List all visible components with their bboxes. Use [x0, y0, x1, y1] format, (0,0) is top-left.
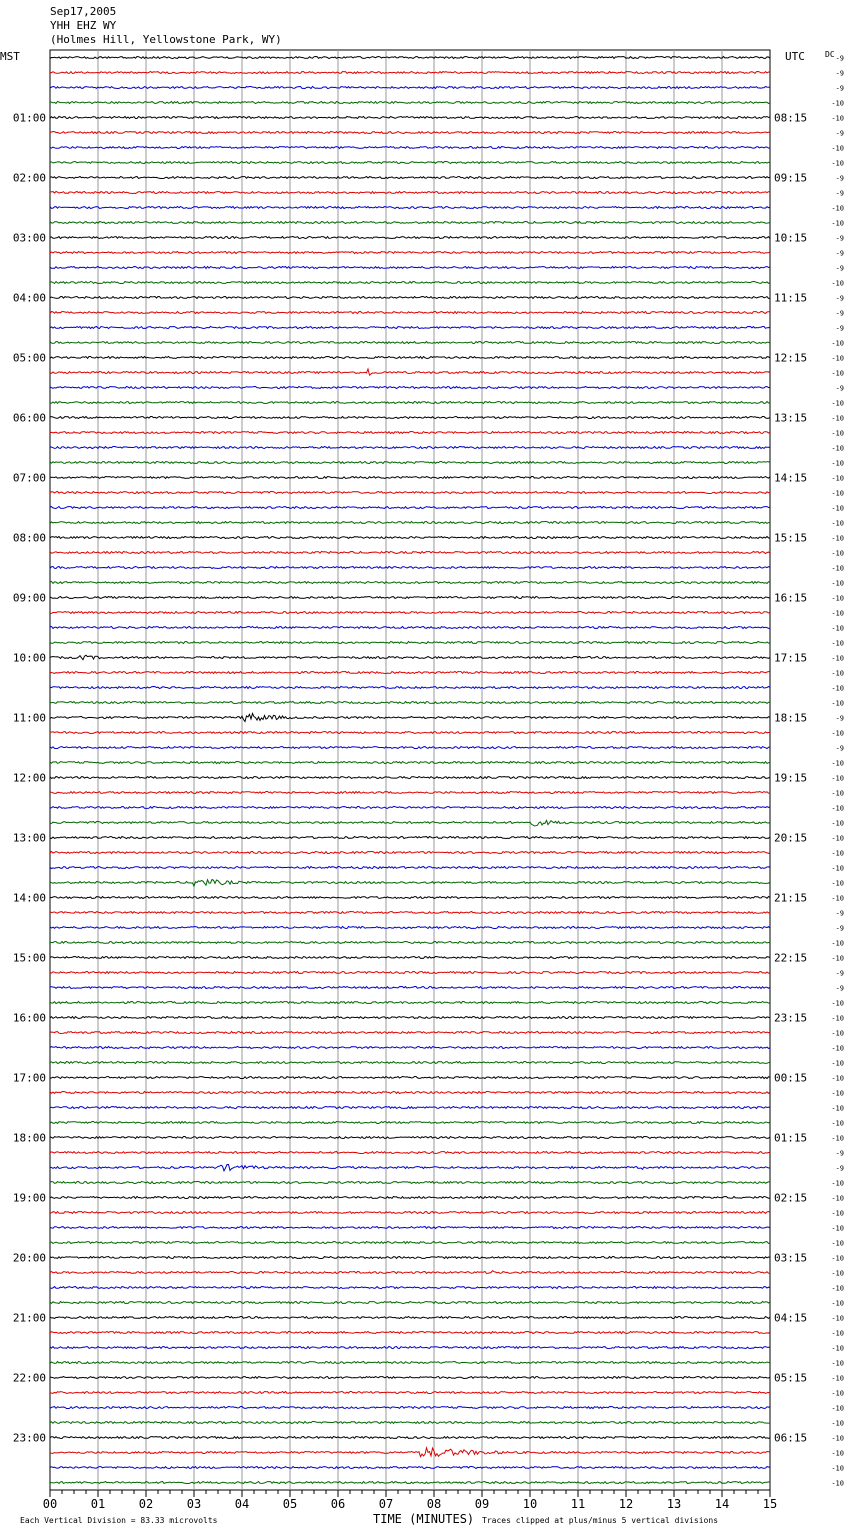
left-hour-label: 10:00 [12, 651, 46, 665]
x-tick-label: 14 [714, 1497, 730, 1511]
dc-offset-label: -9 [835, 1164, 844, 1173]
right-hour-label: 09:15 [774, 171, 808, 185]
trace-row [50, 912, 770, 914]
trace-row [50, 642, 770, 644]
trace-row [50, 714, 770, 722]
dc-offset-label: -9 [835, 189, 844, 198]
trace-row [50, 87, 770, 89]
trace-row [50, 612, 770, 614]
trace-row [50, 357, 770, 359]
right-hour-label: 16:15 [774, 591, 808, 605]
header-date: Sep17,2005 [50, 5, 117, 18]
trace-row [50, 777, 770, 779]
left-hour-label: 21:00 [12, 1311, 46, 1325]
trace-row [50, 1422, 770, 1424]
dc-offset-label: -10 [831, 639, 844, 648]
dc-offset-label: -10 [831, 219, 844, 228]
dc-offset-label: -10 [831, 204, 844, 213]
dc-offset-label: -10 [831, 864, 844, 873]
dc-offset-label: -10 [831, 1314, 844, 1323]
trace-row [50, 1047, 770, 1049]
trace-row [50, 1317, 770, 1319]
trace-row [50, 627, 770, 629]
trace-row [50, 852, 770, 854]
dc-offset-label: -9 [835, 1149, 844, 1158]
dc-offset-label: -9 [835, 714, 844, 723]
right-hour-label: 02:15 [774, 1191, 808, 1205]
left-hour-label: 20:00 [12, 1251, 46, 1265]
x-tick-label: 11 [570, 1497, 586, 1511]
trace-row [50, 432, 770, 434]
trace-row [50, 297, 770, 299]
dc-offset-label: -10 [831, 144, 844, 153]
dc-offset-label: -10 [831, 774, 844, 783]
right-hour-label: 12:15 [774, 351, 808, 365]
dc-label: DC [825, 50, 835, 59]
left-hour-label: 01:00 [12, 111, 46, 125]
dc-offset-label: -10 [831, 1359, 844, 1368]
dc-offset-label: -10 [831, 159, 844, 168]
dc-offset-label: -10 [831, 1074, 844, 1083]
trace-row [50, 807, 770, 809]
dc-offset-label: -10 [831, 1209, 844, 1218]
trace-row [50, 687, 770, 689]
dc-offset-label: -10 [831, 504, 844, 513]
trace-row [50, 567, 770, 569]
dc-offset-label: -10 [831, 1029, 844, 1038]
dc-offset-label: -10 [831, 1284, 844, 1293]
right-hour-label: 05:15 [774, 1371, 808, 1385]
dc-offset-label: -10 [831, 999, 844, 1008]
trace-row [50, 820, 770, 826]
dc-offset-label: -10 [831, 819, 844, 828]
dc-offset-label: -10 [831, 939, 844, 948]
dc-offset-label: -10 [831, 1389, 844, 1398]
dc-offset-label: -9 [835, 309, 844, 318]
trace-row [50, 282, 770, 284]
dc-offset-label: -10 [831, 339, 844, 348]
dc-offset-label: -10 [831, 834, 844, 843]
trace-row [50, 1137, 770, 1139]
dc-offset-label: -9 [835, 249, 844, 258]
right-hour-label: 08:15 [774, 111, 808, 125]
left-hour-label: 16:00 [12, 1011, 46, 1025]
dc-offset-label: -10 [831, 1014, 844, 1023]
dc-offset-label: -10 [831, 534, 844, 543]
trace-row [50, 1107, 770, 1109]
trace-row [50, 1002, 770, 1004]
dc-offset-label: -10 [831, 1434, 844, 1443]
dc-offset-label: -9 [835, 384, 844, 393]
right-hour-label: 04:15 [774, 1311, 808, 1325]
x-tick-label: 07 [378, 1497, 394, 1511]
trace-row [50, 117, 770, 119]
x-tick-label: 15 [762, 1497, 778, 1511]
dc-offset-label: -9 [835, 264, 844, 273]
trace-row [50, 267, 770, 269]
dc-offset-label: -10 [831, 1134, 844, 1143]
left-hour-label: 05:00 [12, 351, 46, 365]
dc-offset-label: -9 [835, 69, 844, 78]
header-location: (Holmes Hill, Yellowstone Park, WY) [50, 33, 282, 46]
trace-row [50, 522, 770, 524]
trace-row [50, 867, 770, 869]
dc-offset-label: -10 [831, 1179, 844, 1188]
left-hour-label: 18:00 [12, 1131, 46, 1145]
trace-row [50, 237, 770, 239]
left-hour-label: 07:00 [12, 471, 46, 485]
trace-row [50, 222, 770, 224]
dc-offset-label: -10 [831, 474, 844, 483]
dc-offset-label: -10 [831, 1059, 844, 1068]
trace-row [50, 1227, 770, 1229]
x-tick-label: 03 [186, 1497, 202, 1511]
left-hour-label: 02:00 [12, 171, 46, 185]
x-tick-label: 09 [474, 1497, 490, 1511]
dc-offset-label: -10 [831, 1239, 844, 1248]
trace-row [50, 1437, 770, 1439]
trace-row [50, 1152, 770, 1154]
left-hour-label: 15:00 [12, 951, 46, 965]
left-hour-label: 14:00 [12, 891, 46, 905]
trace-row [50, 102, 770, 104]
trace-row [50, 387, 770, 389]
dc-offset-label: -10 [831, 1464, 844, 1473]
dc-offset-label: -10 [831, 1104, 844, 1113]
trace-row [50, 1287, 770, 1289]
dc-offset-label: -10 [831, 699, 844, 708]
x-tick-label: 06 [330, 1497, 346, 1511]
trace-row [50, 1182, 770, 1184]
trace-row [50, 1332, 770, 1334]
trace-row [50, 1257, 770, 1259]
x-tick-label: 12 [618, 1497, 634, 1511]
dc-offset-label: -9 [835, 294, 844, 303]
trace-row [50, 342, 770, 344]
trace-row [50, 1467, 770, 1469]
right-hour-label: 01:15 [774, 1131, 808, 1145]
dc-offset-label: -10 [831, 954, 844, 963]
trace-row [50, 672, 770, 674]
dc-offset-label: -9 [835, 909, 844, 918]
right-hour-label: 10:15 [774, 231, 808, 245]
left-hour-label: 09:00 [12, 591, 46, 605]
trace-row [50, 1062, 770, 1064]
left-hour-label: 11:00 [12, 711, 46, 725]
left-hour-label: 17:00 [12, 1071, 46, 1085]
trace-row [50, 402, 770, 404]
trace-row [50, 747, 770, 749]
left-hour-label: 23:00 [12, 1431, 46, 1445]
left-hour-label: 19:00 [12, 1191, 46, 1205]
trace-row [50, 837, 770, 839]
dc-offset-label: -10 [831, 1269, 844, 1278]
dc-offset-label: -10 [831, 894, 844, 903]
dc-offset-label: -10 [831, 1194, 844, 1203]
dc-offset-label: -10 [831, 459, 844, 468]
left-hour-label: 13:00 [12, 831, 46, 845]
x-tick-label: 13 [666, 1497, 682, 1511]
trace-row [50, 162, 770, 164]
clip-note: Traces clipped at plus/minus 5 vertical divisions [482, 1516, 719, 1525]
dc-offset-label: -10 [831, 1119, 844, 1128]
dc-offset-label: -10 [831, 684, 844, 693]
dc-offset-label: -10 [831, 1329, 844, 1338]
dc-offset-label: -10 [831, 549, 844, 558]
dc-offset-label: -10 [831, 1344, 844, 1353]
dc-offset-label: -10 [831, 1374, 844, 1383]
x-tick-label: 01 [90, 1497, 106, 1511]
right-hour-label: 13:15 [774, 411, 808, 425]
trace-row [50, 1377, 770, 1379]
trace-row [50, 927, 770, 929]
trace-row [50, 1347, 770, 1349]
trace-row [50, 1197, 770, 1199]
trace-row [50, 72, 770, 74]
dc-offset-label: -10 [831, 729, 844, 738]
trace-row [50, 1448, 770, 1457]
dc-offset-label: -10 [831, 99, 844, 108]
trace-row [50, 732, 770, 734]
dc-offset-label: -10 [831, 114, 844, 123]
dc-offset-label: -9 [835, 924, 844, 933]
dc-offset-label: -9 [835, 984, 844, 993]
x-tick-label: 02 [138, 1497, 154, 1511]
dc-offset-label: -9 [835, 174, 844, 183]
trace-row [50, 1032, 770, 1034]
left-hour-label: 08:00 [12, 531, 46, 545]
trace-row [50, 327, 770, 329]
dc-offset-label: -10 [831, 279, 844, 288]
dc-offset-label: -10 [831, 624, 844, 633]
trace-row [50, 492, 770, 494]
dc-offset-label: -10 [831, 399, 844, 408]
dc-offset-label: -10 [831, 1044, 844, 1053]
dc-offset-label: -10 [831, 654, 844, 663]
trace-row [50, 1122, 770, 1124]
trace-row [50, 1271, 770, 1274]
dc-offset-label: -10 [831, 594, 844, 603]
trace-row [50, 942, 770, 944]
dc-offset-label: -9 [835, 744, 844, 753]
right-hour-label: 14:15 [774, 471, 808, 485]
trace-row [50, 369, 770, 375]
dc-offset-label: -9 [835, 969, 844, 978]
trace-row [50, 477, 770, 479]
x-tick-label: 10 [522, 1497, 538, 1511]
left-timezone-label: MST [0, 50, 20, 63]
x-tick-label: 05 [282, 1497, 298, 1511]
trace-row [50, 897, 770, 899]
dc-offset-label: -10 [831, 1404, 844, 1413]
right-timezone-label: UTC [785, 50, 805, 63]
trace-row [50, 597, 770, 599]
dc-offset-label: -10 [831, 1224, 844, 1233]
trace-row [50, 582, 770, 584]
dc-offset-label: -9 [835, 129, 844, 138]
dc-offset-label: -9 [835, 84, 844, 93]
dc-offset-label: -9 [835, 234, 844, 243]
dc-offset-label: -10 [831, 1449, 844, 1458]
plot-frame [50, 50, 770, 1490]
dc-offset-label: -10 [831, 579, 844, 588]
trace-row [50, 762, 770, 764]
right-hour-label: 00:15 [774, 1071, 808, 1085]
trace-row [50, 537, 770, 539]
dc-offset-label: -10 [831, 1479, 844, 1488]
trace-row [50, 1212, 770, 1214]
scale-note: Each Vertical Division = 83.33 microvolts [20, 1516, 218, 1525]
trace-row [50, 312, 770, 314]
right-hour-label: 17:15 [774, 651, 808, 665]
dc-offset-label: -10 [831, 369, 844, 378]
dc-offset-label: -10 [831, 1089, 844, 1098]
trace-row [50, 447, 770, 449]
dc-offset-label: -10 [831, 564, 844, 573]
trace-row [50, 1017, 770, 1019]
trace-row [50, 1392, 770, 1394]
left-hour-label: 04:00 [12, 291, 46, 305]
header-station: YHH EHZ WY [50, 19, 117, 32]
dc-offset-label: -10 [831, 354, 844, 363]
dc-offset-label: -9 [835, 324, 844, 333]
trace-row [50, 552, 770, 554]
left-hour-label: 06:00 [12, 411, 46, 425]
x-tick-label: 00 [42, 1497, 58, 1511]
trace-row [50, 462, 770, 464]
dc-offset-label: -10 [831, 1254, 844, 1263]
right-hour-label: 23:15 [774, 1011, 808, 1025]
trace-row [50, 1092, 770, 1094]
x-tick-label: 08 [426, 1497, 442, 1511]
right-hour-label: 18:15 [774, 711, 808, 725]
dc-offset-label: -10 [831, 519, 844, 528]
dc-offset-label: -10 [831, 759, 844, 768]
trace-row [50, 252, 770, 254]
trace-row [50, 1302, 770, 1304]
trace-row [50, 57, 770, 59]
dc-offset-label: -9 [835, 54, 844, 63]
dc-offset-label: -10 [831, 789, 844, 798]
dc-offset-label: -10 [831, 429, 844, 438]
trace-row [50, 507, 770, 509]
right-hour-label: 03:15 [774, 1251, 808, 1265]
left-hour-label: 03:00 [12, 231, 46, 245]
dc-offset-label: -10 [831, 444, 844, 453]
left-hour-label: 12:00 [12, 771, 46, 785]
right-hour-label: 19:15 [774, 771, 808, 785]
dc-offset-label: -10 [831, 489, 844, 498]
right-hour-label: 15:15 [774, 531, 808, 545]
right-hour-label: 22:15 [774, 951, 808, 965]
trace-row [50, 132, 770, 134]
dc-offset-label: -10 [831, 1419, 844, 1428]
trace-row [50, 192, 770, 194]
trace-row [50, 792, 770, 794]
trace-row [50, 207, 770, 209]
dc-offset-label: -10 [831, 1299, 844, 1308]
dc-offset-label: -10 [831, 804, 844, 813]
trace-row [50, 1407, 770, 1409]
trace-row [50, 147, 770, 149]
trace-row [50, 655, 770, 659]
dc-offset-label: -10 [831, 849, 844, 858]
trace-row [50, 957, 770, 959]
trace-row [50, 972, 770, 974]
right-hour-label: 21:15 [774, 891, 808, 905]
dc-offset-label: -10 [831, 609, 844, 618]
trace-row [50, 177, 770, 179]
trace-row [50, 880, 770, 887]
trace-row [50, 1165, 770, 1171]
right-hour-label: 11:15 [774, 291, 808, 305]
dc-offset-label: -10 [831, 879, 844, 888]
dc-offset-label: -10 [831, 669, 844, 678]
x-axis-title: TIME (MINUTES) [373, 1512, 475, 1526]
trace-row [50, 1077, 770, 1079]
trace-row [50, 987, 770, 989]
dc-offset-label: -10 [831, 414, 844, 423]
trace-row [50, 417, 770, 419]
right-hour-label: 20:15 [774, 831, 808, 845]
trace-row [50, 1362, 770, 1364]
trace-row [50, 1242, 770, 1244]
left-hour-label: 22:00 [12, 1371, 46, 1385]
x-tick-label: 04 [234, 1497, 250, 1511]
right-hour-label: 06:15 [774, 1431, 808, 1445]
trace-row [50, 702, 770, 704]
trace-row [50, 1482, 770, 1484]
